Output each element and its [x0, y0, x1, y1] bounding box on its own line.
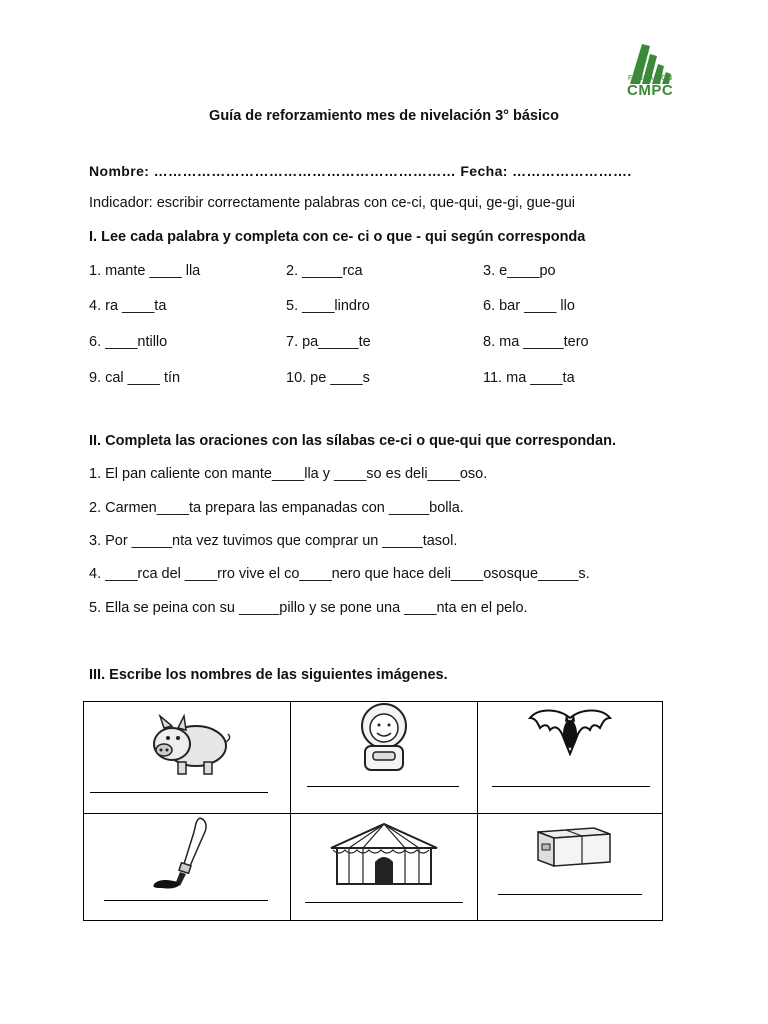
logo-subtitle: FUNDACIÓN: [628, 75, 673, 82]
s1-item: 6. ____ntillo: [89, 334, 168, 350]
image-cell: [478, 702, 663, 814]
s1-item: 1. mante ____ lla: [89, 263, 201, 279]
section2-heading: II. Completa las oraciones con las sílabas ce-ci o que-qui que correspondan.: [89, 433, 616, 449]
s1-item: 4. ra ____ta: [89, 298, 167, 314]
answer-line: [492, 786, 650, 787]
s2-sentence: 1. El pan caliente con mante____lla y ____so es deli____oso.: [89, 466, 488, 482]
image-cell: [84, 814, 291, 921]
s2-sentence: 2. Carmen____ta prepara las empanadas con _____bolla.: [89, 500, 464, 516]
s1-item: 11. ma ____ta: [483, 370, 575, 386]
pig-icon: [144, 706, 232, 778]
image-cell: [84, 702, 291, 814]
s1-item: 6. bar ____ llo: [483, 298, 575, 314]
image-cell: [478, 814, 663, 921]
section3-heading: III. Escribe los nombres de las siguientes imágenes.: [89, 667, 448, 683]
s2-sentence: 4. ____rca del ____rro vive el co____nero que hace deli____ososque_____s.: [89, 566, 590, 582]
s2-sentence: 3. Por _____nta vez tuvimos que comprar un _____tasol.: [89, 533, 458, 549]
answer-line: [90, 792, 268, 793]
answer-line: [305, 902, 463, 903]
answer-line: [498, 894, 642, 895]
bat-icon: [528, 704, 612, 756]
images-table: [83, 701, 663, 921]
image-cell: [291, 702, 478, 814]
s1-item: 2. _____rca: [286, 263, 363, 279]
paintbrush-icon: [150, 816, 216, 892]
logo-name: CMPC: [627, 82, 674, 99]
page-title: Guía de reforzamiento mes de nivelación 3° básico: [209, 108, 559, 124]
name-date-line: Nombre: ……………………………………………………… Fecha: …………………….: [89, 163, 632, 179]
answer-line: [307, 786, 459, 787]
box-icon: [532, 820, 614, 868]
eskimo-icon: [353, 702, 415, 774]
s1-item: 5. ____lindro: [286, 298, 370, 314]
s1-item: 9. cal ____ tín: [89, 370, 181, 386]
s1-item: 7. pa_____te: [286, 334, 371, 350]
indicator-text: Indicador: escribir correctamente palabras con ce-ci, que-qui, ge-gi, gue-gui: [89, 195, 575, 211]
s2-sentence: 5. Ella se peina con su _____pillo y se pone una ____nta en el pelo.: [89, 600, 528, 616]
answer-line: [104, 900, 268, 901]
s1-item: 10. pe ____s: [286, 370, 370, 386]
s1-item: 3. e____po: [483, 263, 556, 279]
image-cell: [291, 814, 478, 921]
section1-heading: I. Lee cada palabra y completa con ce- ci o que - qui según corresponda: [89, 229, 586, 245]
s1-item: 8. ma _____tero: [483, 334, 589, 350]
circus-tent-icon: [329, 820, 439, 888]
